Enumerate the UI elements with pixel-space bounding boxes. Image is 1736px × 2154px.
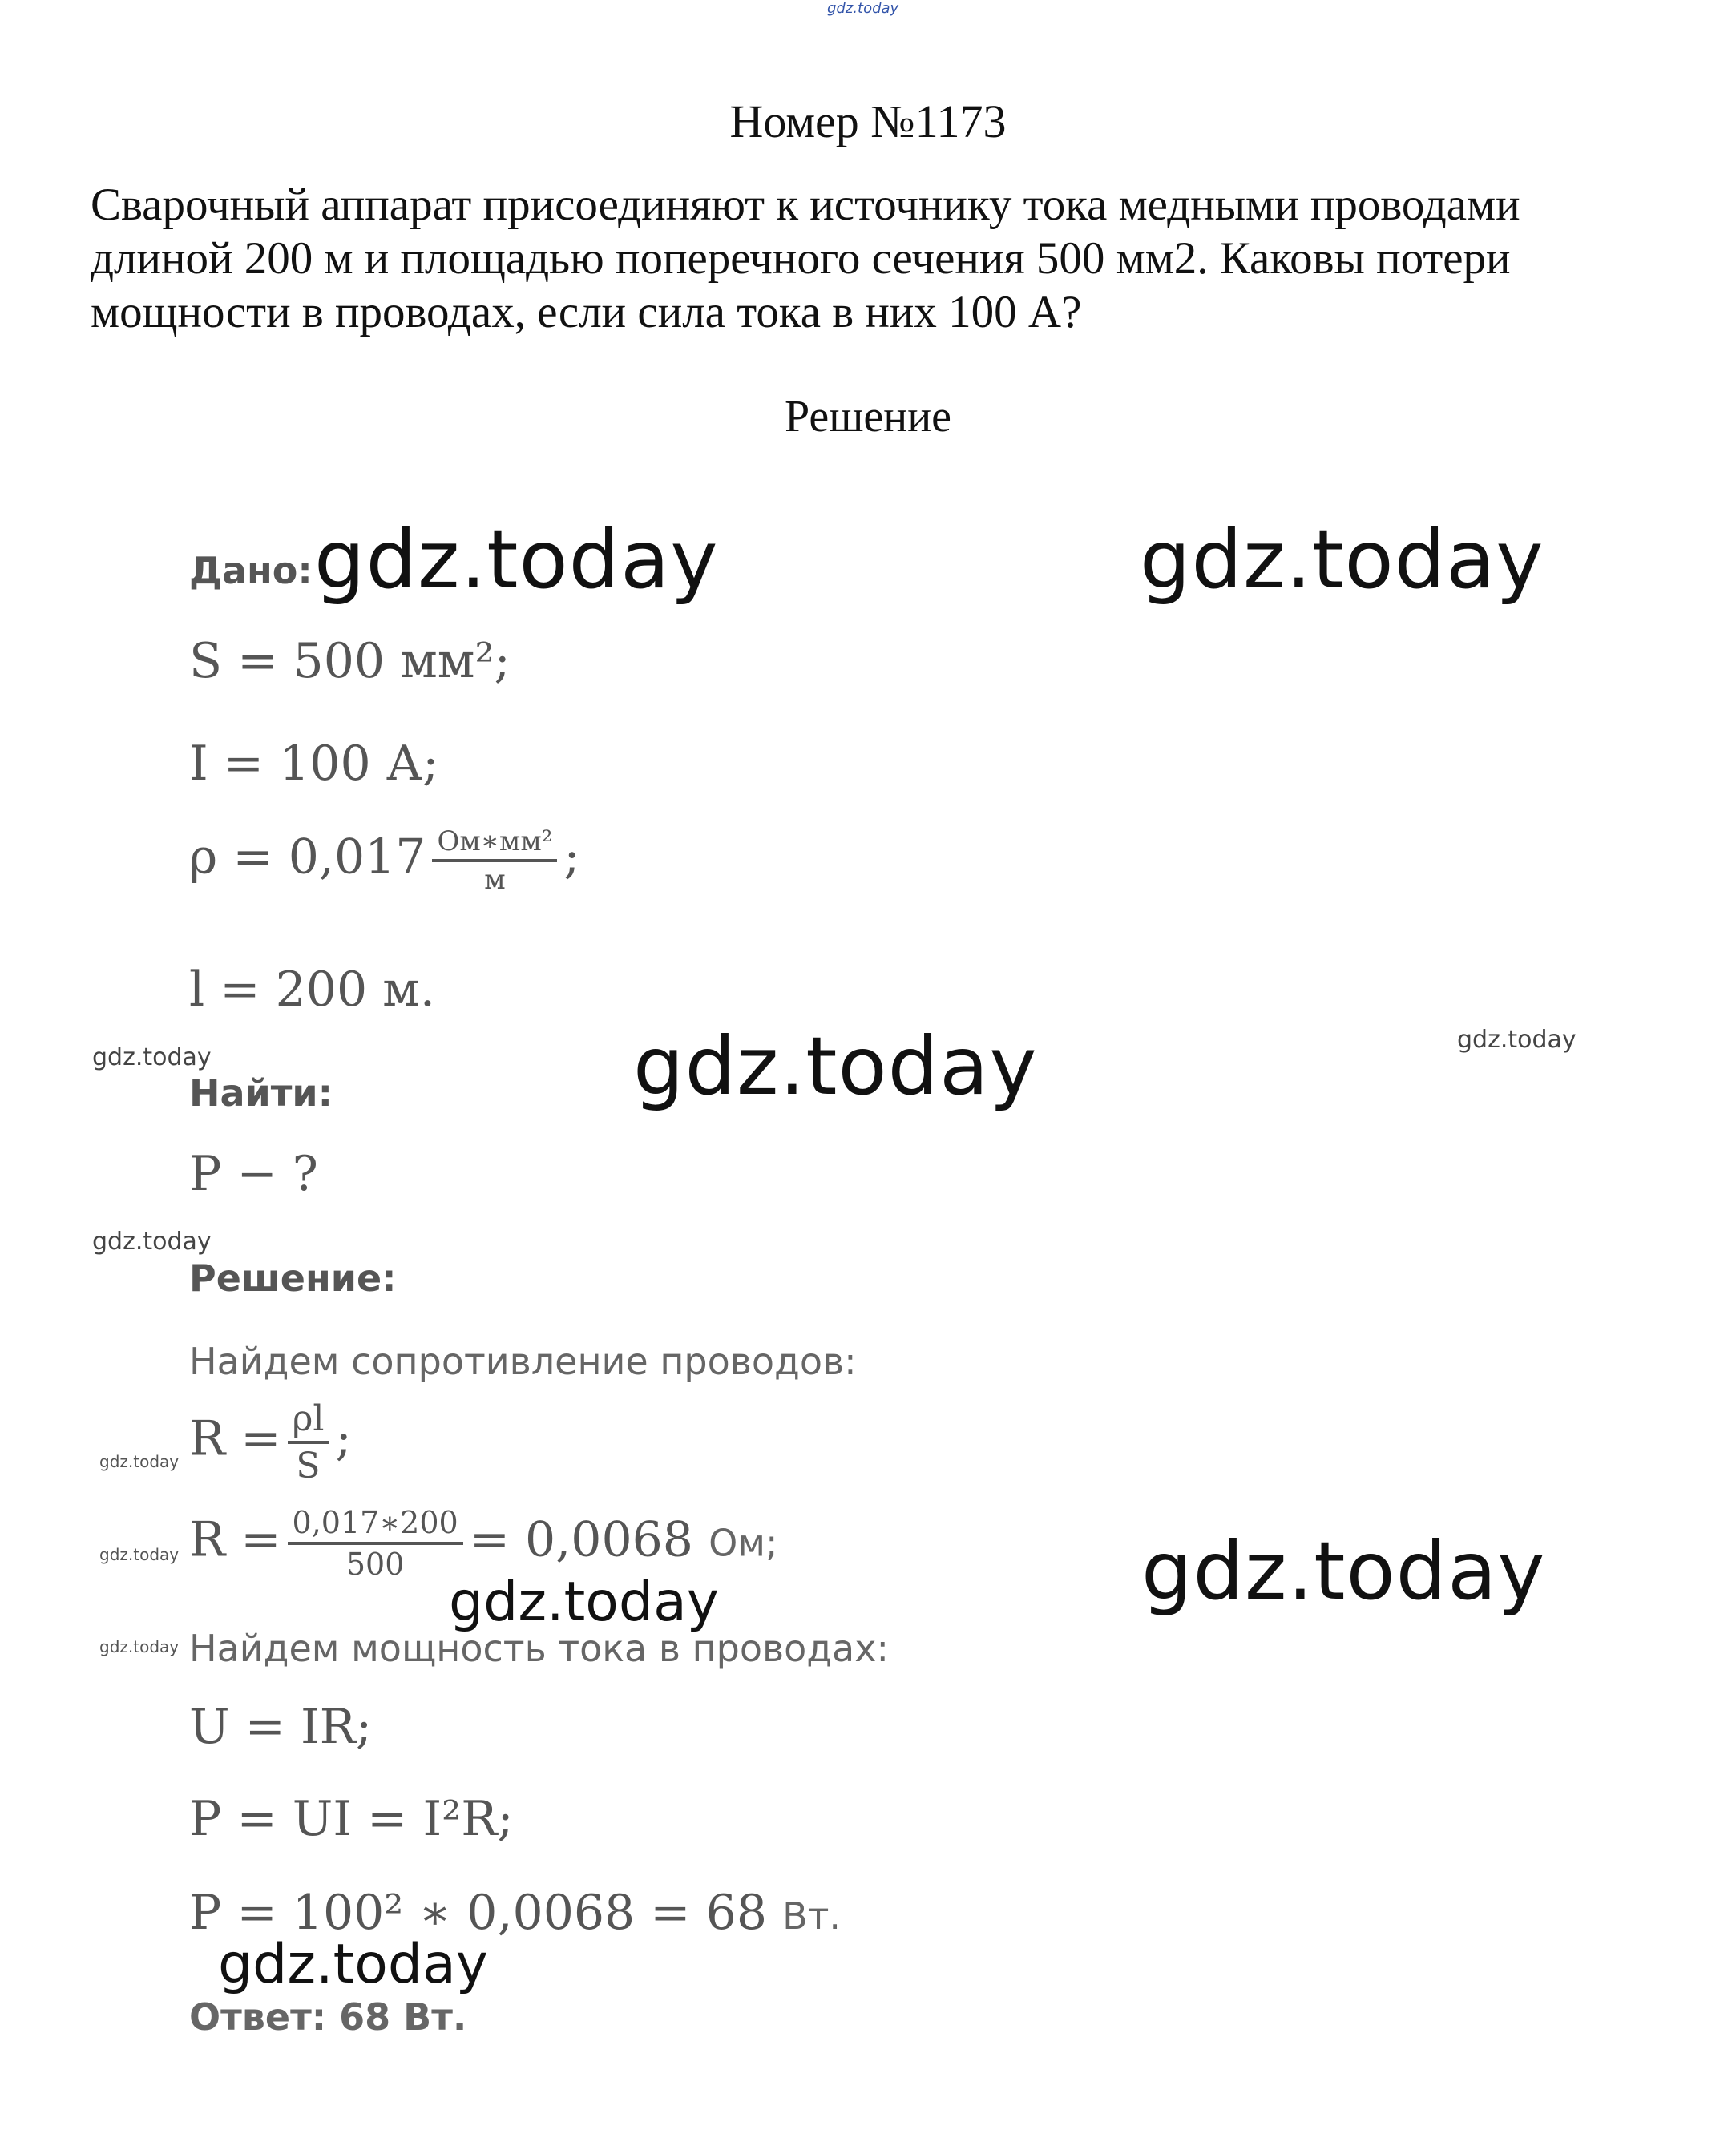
eq-P-calc-text: P = 100² ∗ 0,0068 = 68 (189, 1885, 767, 1941)
formula-R-den: S (296, 1446, 321, 1486)
given-area (189, 633, 511, 689)
resistivity-unit-den: м (484, 864, 506, 896)
calc-R-den: 500 (345, 1547, 405, 1582)
given-length (189, 962, 435, 1018)
given-length-text: l = 200 м. (189, 962, 435, 1018)
formula-R-fraction (288, 1398, 329, 1486)
eq-P: P = UI = I²R; (189, 1791, 514, 1847)
given-current-text: I = 100 А; (189, 736, 439, 792)
calc-R-fraction (288, 1505, 463, 1582)
given-area-text: S = 500 мм²; (189, 633, 511, 689)
formula-R: R = $\frac{\rho l}{S}$ ; (189, 1398, 352, 1486)
answer: Ответ: 68 Вт. (189, 1995, 467, 2039)
watermark: gdz.today (1140, 513, 1544, 607)
step2-text: Найдем мощность тока в проводах: (189, 1627, 889, 1670)
watermark: gdz.today (314, 513, 719, 607)
watermark: gdz.today (827, 0, 899, 17)
watermark: gdz.today (633, 1019, 1038, 1113)
watermark: gdz.today (92, 1043, 212, 1071)
resistivity-unit-num: Ом∗мм² (432, 825, 557, 862)
eq-U: U = IR; (189, 1699, 373, 1755)
given-label: Дано: (189, 549, 313, 592)
watermark: gdz.today (1141, 1524, 1546, 1618)
watermark: gdz.today (449, 1571, 719, 1634)
find-label: Найти: (189, 1071, 333, 1115)
formula-R-prefix: R = (189, 1410, 281, 1467)
watermark: gdz.today (92, 1228, 212, 1256)
eq-P-unit: Вт. (782, 1894, 842, 1938)
watermark: gdz.today (218, 1933, 488, 1996)
calc-R-num: 0,017∗200 (288, 1505, 463, 1545)
formula-R-num: ρl (288, 1398, 329, 1444)
find-value: P − ? (189, 1146, 318, 1202)
problem-text: Сварочный аппарат присоединяют к источнику тока медными проводами длиной 200 м и площадью поперечного сечения 500 мм2. Каковы потери мощности в проводах, если сила тока в них 100 А? (91, 180, 1520, 337)
watermark: gdz.today (99, 1637, 180, 1656)
resistivity-unit-fraction (432, 825, 557, 896)
solution-heading: Решение (784, 392, 952, 442)
calc-R-unit: Ом; (709, 1521, 778, 1565)
page-title: Номер №1173 (729, 95, 1007, 147)
watermark: gdz.today (99, 1545, 180, 1564)
given-current (189, 736, 438, 792)
calc-R-prefix: R = (189, 1511, 281, 1568)
resistivity-prefix: ρ = 0,017 (189, 829, 426, 885)
watermark: gdz.today (1457, 1026, 1577, 1054)
calc-R-result: = 0,0068 (469, 1511, 693, 1568)
step1-text: Найдем сопротивление проводов: (189, 1340, 857, 1383)
solution-label: Решение: (189, 1256, 397, 1300)
watermark: gdz.today (99, 1452, 180, 1471)
given-resistivity: ρ = 0,017 $\frac{\text{Ом∗мм²}}{м}$ ; (189, 825, 580, 896)
